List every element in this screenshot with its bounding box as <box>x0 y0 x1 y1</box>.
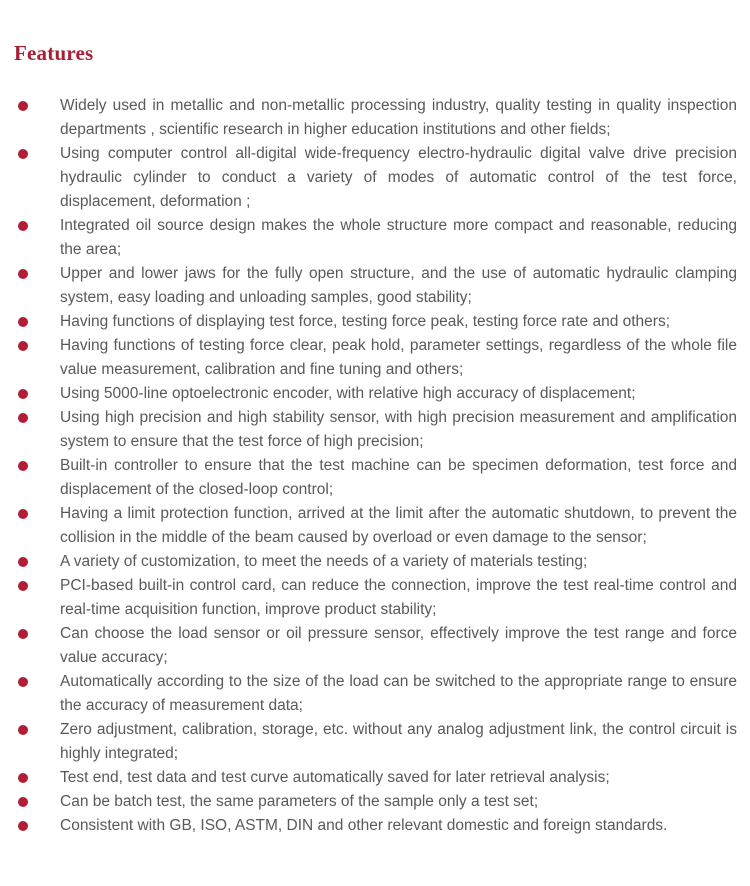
feature-text: Can be batch test, the same parameters of the sample only a test set; <box>60 793 539 810</box>
bullet-icon <box>18 317 28 327</box>
bullet-icon <box>18 461 28 471</box>
feature-item <box>14 214 737 262</box>
feature-item <box>14 574 737 622</box>
bullet-icon <box>18 581 28 591</box>
feature-item <box>14 454 737 502</box>
bullet-icon <box>18 509 28 519</box>
feature-item <box>14 718 737 766</box>
feature-text: Test end, test data and test curve automatically saved for later retrieval analysis; <box>60 769 610 786</box>
features-list <box>14 94 737 838</box>
bullet-icon <box>18 821 28 831</box>
feature-item <box>14 334 737 382</box>
feature-text: Automatically according to the size of the load can be switched to the appropriate range to ensure the accuracy of measurement data; <box>60 673 737 714</box>
feature-item <box>14 502 737 550</box>
bullet-icon <box>18 341 28 351</box>
feature-text: Having functions of displaying test force, testing force peak, testing force rate and others; <box>60 313 671 330</box>
feature-item <box>14 310 737 334</box>
feature-item <box>14 790 737 814</box>
bullet-icon <box>18 725 28 735</box>
feature-text: Having a limit protection function, arrived at the limit after the automatic shutdown, to prevent the collision in the middle of the beam caused by overload or even damage to the sensor; <box>60 505 737 546</box>
bullet-icon <box>18 149 28 159</box>
bullet-icon <box>18 389 28 399</box>
feature-text: PCI-based built-in control card, can reduce the connection, improve the test real-time control and real-time acquisition function, improve product stability; <box>60 577 737 618</box>
feature-text: Using 5000-line optoelectronic encoder, with relative high accuracy of displacement; <box>60 385 636 402</box>
bullet-icon <box>18 221 28 231</box>
feature-item <box>14 550 737 574</box>
feature-item <box>14 406 737 454</box>
feature-text: Consistent with GB, ISO, ASTM, DIN and other relevant domestic and foreign standards. <box>60 817 668 834</box>
feature-item <box>14 262 737 310</box>
feature-text: Integrated oil source design makes the whole structure more compact and reasonable, reducing the area; <box>60 217 737 258</box>
feature-text: A variety of customization, to meet the needs of a variety of materials testing; <box>60 553 588 570</box>
feature-item <box>14 814 737 838</box>
feature-item <box>14 622 737 670</box>
bullet-icon <box>18 797 28 807</box>
bullet-icon <box>18 557 28 567</box>
feature-text: Using high precision and high stability sensor, with high precision measurement and amplification system to ensure that the test force of high precision; <box>60 409 737 450</box>
bullet-icon <box>18 629 28 639</box>
feature-text: Using computer control all-digital wide-frequency electro-hydraulic digital valve drive precision hydraulic cylinder to conduct a variety of modes of automatic control of the test force, displacement, deformation ; <box>60 145 737 210</box>
bullet-icon <box>18 101 28 111</box>
feature-text: Upper and lower jaws for the fully open structure, and the use of automatic hydraulic clamping system, easy loading and unloading samples, good stability; <box>60 265 737 306</box>
feature-text: Can choose the load sensor or oil pressure sensor, effectively improve the test range and force value accuracy; <box>60 625 737 666</box>
feature-item <box>14 94 737 142</box>
feature-item <box>14 382 737 406</box>
bullet-icon <box>18 413 28 423</box>
bullet-icon <box>18 269 28 279</box>
feature-item <box>14 766 737 790</box>
feature-text: Having functions of testing force clear, peak hold, parameter settings, regardless of the whole file value measurement, calibration and fine tuning and others; <box>60 337 737 378</box>
bullet-icon <box>18 773 28 783</box>
feature-text: Zero adjustment, calibration, storage, etc. without any analog adjustment link, the control circuit is highly integrated; <box>60 721 737 762</box>
page-title: Features <box>14 41 94 65</box>
feature-text: Widely used in metallic and non-metallic processing industry, quality testing in quality inspection departments , scientific research in higher education institutions and other fields; <box>60 97 737 138</box>
feature-text: Built-in controller to ensure that the test machine can be specimen deformation, test force and displacement of the closed-loop control; <box>60 457 737 498</box>
bullet-icon <box>18 677 28 687</box>
feature-item <box>14 142 737 214</box>
feature-item <box>14 670 737 718</box>
